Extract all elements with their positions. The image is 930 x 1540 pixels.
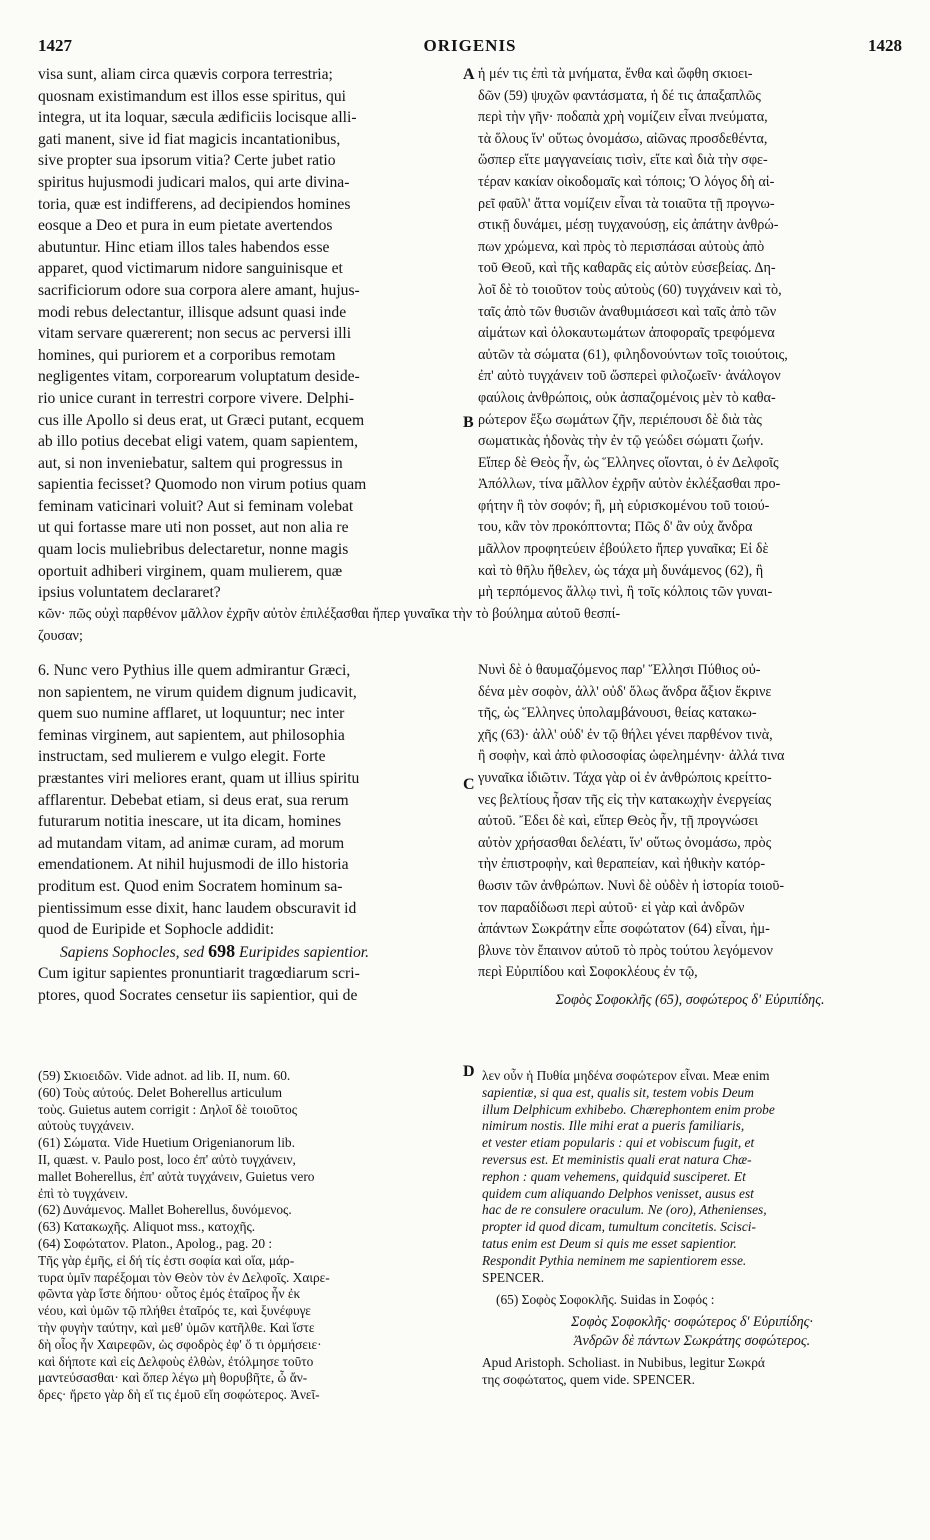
footnote-line: δὴ οἷος ἦν Χαιρεφῶν, ὡς σφοδρὸς ἐφ' ὅ τι ὁρμήσειε·	[38, 1336, 322, 1352]
text-line: instructam, sed mulierem e vulgo elegit. Forte	[38, 748, 326, 766]
column-number: 698	[208, 940, 236, 961]
text-line: non sapientem, ne virum quidem dignum judicavit,	[38, 683, 357, 701]
verse-line: Σοφὸς Σοφοκλῆς· σοφώτερος δ' Εὐριπίδης·	[571, 1314, 813, 1331]
footnote-line: (63) Κατακωχῆς. Aliquot mss., κατοχῆς.	[38, 1219, 256, 1235]
latin-column-top	[38, 64, 460, 604]
footnote-line: reversus est. Et meministis quali erat natura Chæ-	[482, 1151, 752, 1167]
text-line: cus ille Apollo si deus erat, ut Græci putant, ecquem	[38, 411, 365, 429]
footnote-line: τοὺς. Guietus autem corrigit : Δηλοῖ δὲ τοιοῦτος	[38, 1101, 298, 1117]
text-line: ab illo potius decebat eligi vatem, quam sapientem,	[38, 433, 359, 451]
footnote-line: (62) Δυνάμενος. Mallet Boherellus, δυνόμενος.	[38, 1202, 292, 1218]
text-line: περὶ τὴν γῆν· ποδαπὰ χρὴ νομίζειν εἶναι πνεύματα,	[478, 109, 768, 126]
text-line: Εἴπερ δὲ Θεὸς ἦν, ὡς Ἕλληνες οἴονται, ὁ ἐν Δελφοῖς	[478, 454, 779, 471]
text-line: ρώτερον ἔξω σωμάτων ζῆν, περιέπουσι δὲ διὰ τὰς	[478, 411, 762, 428]
text-line: negligentes vitam, corporearum voluptatum deside-	[38, 368, 360, 386]
footnote-line: (60) Τοὺς αὐτούς. Delet Boherellus articulum	[38, 1084, 283, 1100]
text-line: ut qui fortasse mare uti non posset, aut non alia re	[38, 519, 349, 537]
text-line: βλυνε τὸν ἔπαινον αὐτοῦ τὸ πρὸς τούτου λεγόμενον	[478, 942, 773, 959]
text-line: μὴ τερπόμενος ἄλλῳ τινὶ, ἢ τοῖς κόλποις τῶν γυναι-	[478, 584, 773, 601]
text-line: αὐτῶν τὰ σώματα (61), φιληδονούντων τοῖς τοιούτοις,	[478, 346, 788, 363]
text-line: ἡ μέν τις ἐπὶ τὰ μνήματα, ἔνθα καὶ ὤφθη σκιοει-	[478, 66, 753, 82]
text-line: ἐπ' αὐτὸ τυγχάνειν τοῦ ὥσπερεὶ φιλοζωεῖν· ἀνάλογον	[478, 368, 781, 385]
text-line: τέραν κακίαν οἰκοδομαῖς καὶ τόποις; Ὁ λόγος δὴ αἱ-	[478, 173, 775, 190]
text-line: στικῇ δυνάμει, μέσῃ τυγχανούσῃ, εἰς ἀπάτην ἀνθρώ-	[478, 217, 779, 234]
footnote-line: δρες· ἤρετο γὰρ δὴ εἴ τις ἐμοῦ εἴη σοφώτερος. Ἀνεῖ-	[38, 1387, 320, 1403]
text-line: integra, ut ita loquar, sæcula ædificiis locisque alli-	[38, 109, 357, 127]
text-line: Νυνὶ δὲ ὁ θαυμαζόμενος παρ' Ἕλλησι Πύθιος οὐ-	[478, 662, 761, 678]
section-marker-a: A	[463, 66, 475, 83]
text-line: του, κἂν τὸν προκόπτοντα; Πῶς δ' ἂν οὐχ ἄνδρα	[478, 519, 753, 536]
text-line: spiritus hujusmodi judicari malos, qui arte divina-	[38, 173, 350, 191]
text-line: τον παραδίδωσι περὶ αὐτοῦ· εἰ γὰρ καὶ ἀνδρῶν	[478, 899, 745, 916]
footnote-line: Apud Aristoph. Scholiast. in Nubibus, legitur Σωκρά	[482, 1355, 765, 1371]
text-line: χῆς (63)· ἀλλ' οὐδ' ἐν τῷ θήλει γένει παρθένον τινὰ,	[478, 726, 773, 743]
running-title: ORIGENIS	[423, 36, 517, 55]
latin-column-mid	[38, 660, 460, 1007]
footnote-line: (59) Σκιοειδῶν. Vide adnot. ad lib. II, num. 60.	[38, 1068, 291, 1083]
text-line: λοῖ δὲ τὸ τοιοῦτον τοὺς αὐτοὺς (60) τυγχάνειν καὶ τὸ,	[478, 281, 782, 298]
text-line: emendationem. At nihil hujusmodi de illo historia	[38, 856, 349, 874]
text-line: vitam servare quærerent; non secus ac perversi illi	[38, 325, 352, 343]
text-line: abutuntur. Hinc etiam illos tales habendos esse	[38, 238, 330, 256]
text-line: ad mutandam vitam, ad animæ curam, ad morum	[38, 834, 345, 852]
greek-column-mid	[478, 660, 902, 1012]
text-line: quod de Euripide et Sophocle addidit:	[38, 921, 275, 939]
footnote-line: II, quæst. v. Paulo post, loco ἐπ' αὐτὸ τυγχάνειν,	[38, 1151, 296, 1167]
verse-text: Euripides sapientior.	[239, 943, 369, 961]
text-line: gati manent, sive id fiat magicis incantationibus,	[38, 130, 341, 148]
footnote-line: (65) Σοφὸς Σοφοκλῆς. Suidas in Σοφός :	[496, 1292, 715, 1308]
text-line: τὴν ἐπιστροφὴν, καὶ θεραπείαν, καὶ ἠθικὴν κατόρ-	[478, 856, 766, 873]
text-line: 6. Nunc vero Pythius ille quem admirantur Græci,	[38, 662, 351, 679]
text-line: aut, si non inveniebatur, saltem qui progressus in	[38, 454, 343, 472]
text-line: καὶ τὸ θῆλυ ἤθελεν, ὡς τάχα μὴ δυνάμενος (62), ἢ	[478, 562, 764, 579]
text-line: αὐτοῦ. Ἔδει δὲ καὶ, εἴπερ Θεὸς ἦν, τῇ προγνώσει	[478, 813, 759, 830]
text-line: ρεῖ φαῦλ' ἄττα νομίζειν εἶναι τὰ τοιαῦτα τῇ προγνω-	[478, 195, 775, 212]
text-line: modi rebus delectantur, illisque adsunt quasi inde	[38, 303, 347, 321]
text-line: αἱμάτων καὶ ὁλοκαυτωμάτων ἀποφοραῖς τρεφόμενα	[478, 325, 775, 342]
verse-line: Ἀνδρῶν δὲ πάντων Σωκράτης σοφώτερος.	[573, 1333, 811, 1350]
footnote-line: μαντεύσασθαι· καὶ ὅπερ λέγω μὴ θορυβῆτε, ὦ ἄν-	[38, 1370, 308, 1386]
text-line: pientissimum esse dixit, hanc laudem obscuravit id	[38, 899, 357, 917]
footnotes-left	[38, 1068, 460, 1404]
text-line: ipsius voluntatem declararet?	[38, 584, 221, 602]
text-line: τῆς, ὡς Ἕλληνες ὑπολαμβάνουσι, θείας κατακω-	[478, 705, 757, 722]
footnote-line: αὐτοὺς τυγχάνειν.	[38, 1118, 135, 1134]
text-line: αὐτὸν χρήσασθαι δελέατι, ἵν' οὕτως ὀνομάσω, πρὸς	[478, 834, 772, 851]
section-marker-c: C	[463, 776, 475, 793]
footnote-line: sapientiæ, si qua est, qualis sit, testem vobis Deum	[482, 1084, 754, 1100]
verse-line	[38, 941, 460, 964]
footnote-line: tatus enim est Deum si quis me esset sapientior.	[482, 1235, 737, 1251]
text-line: περὶ Εὐριπίδου καὶ Σοφοκλέους ἐν τῷ,	[478, 964, 698, 981]
footnote-line: et vester etiam popularis : qui et vobiscum fugit, et	[482, 1135, 755, 1151]
text-line: afflarentur. Debebat etiam, si deus erat, sua rerum	[38, 791, 349, 809]
footnote-signature: SPENCER.	[482, 1269, 545, 1285]
footnote-line: mallet Boherellus, ἐπ' αὐτὰ τυγχάνειν, Guietus vero	[38, 1168, 315, 1184]
text-line: quem suo numine afflaret, ut loquuntur; nec inter	[38, 705, 345, 723]
text-line: sacrificiorum odore sua corpora alere amant, hujus-	[38, 281, 360, 299]
text-line: θωσιν τῶν ἀνθρώπων. Νυνὶ δὲ οὐδὲν ἡ ἱστορία τοιοῦ-	[478, 877, 785, 894]
text-line: feminas virginem, aut sapientem, aut philosophia	[38, 726, 345, 744]
text-line: feminam vaticinari voluit? Aut si feminam volebat	[38, 497, 354, 515]
text-line: νες βελτίους ἦσαν τῆς εἰς τὴν κατακωχὴν ἐνεργείας	[478, 791, 772, 808]
text-line: quosnam existimandum est illos esse spiritus, qui	[38, 87, 346, 105]
text-line: ἢ σοφὴν, καὶ ἀπὸ φιλοσοφίας ὠφελημένην· ἀλλά τινα	[478, 748, 785, 765]
text-line: φαύλοις ἀνθρώποις, οὐκ ἀσπαζομένοις μὲν τὸ καθα-	[478, 389, 776, 406]
text-line: δῶν (59) ψυχῶν φαντάσματα, ἡ δέ τις ἀπαξαπλῶς	[478, 87, 761, 104]
text-line: τὰ ὅλους ἵν' οὕτως ὀνομάσω, αἰῶνας προσδεθέντα,	[478, 130, 768, 147]
text-line: proditum est. Quod enim Socratem hominum sa-	[38, 877, 343, 895]
footnote-line: Τῆς γὰρ ἐμῆς, εἰ δή τίς ἐστι σοφία καὶ οἵα, μάρ-	[38, 1252, 295, 1268]
section-marker-d: D	[463, 1063, 475, 1080]
page-header	[38, 36, 902, 56]
text-line: μᾶλλον προφητεύειν ἐβούλετο ἤπερ γυναῖκα; Εἰ δὲ	[478, 541, 769, 558]
footnote-line: rephon : quam vehemens, quidquid susciperet. Et	[482, 1168, 746, 1184]
footnote-line: (61) Σώματα. Vide Huetium Origenianorum lib.	[38, 1135, 295, 1151]
footnote-line: hac de re consulere oraculum. Ne (oro), Athenienses,	[482, 1202, 767, 1218]
text-line: toria, quæ est indifferens, ad decipiendos homines	[38, 195, 351, 213]
footnote-line: propter id quod dicam, tumultum concitetis. Scisci-	[482, 1219, 756, 1235]
text-line: ptores, quod Socrates censetur iis sapientior, qui de	[38, 986, 358, 1004]
text-line: σωματικὰς ἡδονὰς τὴν ἐν τῷ γεώδει σώματι ζωήν.	[478, 433, 764, 450]
text-line: τοῦ Θεοῦ, καὶ τῆς καθαρᾶς εἰς αὐτὸν εὐσεβείας. Δη-	[478, 260, 776, 277]
verse-line: Σοφὸς Σοφοκλῆς (65), σοφώτερος δ' Εὐριπίδης.	[555, 991, 825, 1008]
text-line: homines, qui puriorem et a corporibus remotam	[38, 346, 336, 364]
text-line: ὥσπερ εἴτε μαγγανείαις τισὶν, εἴτε καὶ διὰ τὴν σφε-	[478, 152, 768, 169]
text-line: oportuit adhiberi virginem, quam mulierem, quæ	[38, 562, 343, 580]
text-line: rio unice curant in terrestri corpore vivere. Delphi-	[38, 389, 355, 407]
verse-text: Sapiens Sophocles, sed	[60, 943, 205, 961]
footnote-line: νέου, καὶ ὑμῶν τῷ πλήθει ἑταῖρός τε, καὶ ξυνέφυγε	[38, 1303, 311, 1319]
text-line: apparet, quod victimarum nidore sanguinisque et	[38, 260, 343, 278]
greek-full-width	[38, 604, 902, 647]
text-line: ζουσαν;	[38, 627, 83, 644]
footnote-line: ἐπὶ τὸ τυγχάνειν.	[38, 1185, 129, 1201]
text-line: Ἀπόλλων, τίνα μᾶλλον ἐχρῆν αὐτὸν ἐκλέξασθαι προ-	[478, 476, 781, 493]
page-number-left: 1427	[38, 36, 72, 55]
text-line: præstantes viri meliores erant, quam ut illius spiritu	[38, 769, 360, 787]
text-line: πων χρώμενα, καὶ πρὸς τὸ περισπάσαι αὐτοὺς ἀπὸ	[478, 238, 765, 255]
text-line: ταῖς ἀπὸ τῶν θυσιῶν ἀναθυμιάσεσι καὶ ταῖς ἀπὸ τῶν	[478, 303, 777, 320]
footnote-line: quidem cum aliquando Delphos venisset, ausus est	[482, 1185, 754, 1201]
text-line: κῶν· πῶς οὐχὶ παρθένον μᾶλλον ἐχρῆν αὐτὸν ἐπιλέξασθαι ἤπερ γυναῖκα τὴν τὸ βούλημα αὐτοῦ θεσπί-	[38, 606, 621, 622]
footnote-line: της σοφώτατος, quem vide. SPENCER.	[482, 1371, 695, 1387]
text-line: sive propter sua ipsorum vitia? Certe jubet ratio	[38, 152, 336, 170]
footnote-line: Respondit Pythia neminem me sapientiorem esse.	[482, 1252, 747, 1268]
text-line: γυναῖκα ἰδιῶτιν. Τάχα γὰρ οἱ ἐν ἀνθρώποις κρείττο-	[478, 769, 772, 786]
footnote-line: τυρα ὑμῖν παρέξομαι τὸν Θεὸν τὸν ἐν Δελφοῖς. Χαιρε-	[38, 1269, 330, 1285]
text-line: visa sunt, aliam circa quævis corpora terrestria;	[38, 66, 333, 83]
footnote-line: καὶ δήποτε καὶ εἰς Δελφοὺς ἐλθὼν, ἐτόλμησε τοῦτο	[38, 1353, 314, 1369]
greek-column-top	[478, 64, 902, 604]
text-line: δένα μὲν σοφὸν, ἀλλ' οὐδ' ὅλως ἄνδρα ἄξιον ἔκρινε	[478, 683, 772, 700]
text-line: quam locis muliebribus delectaretur, nonne magis	[38, 541, 349, 559]
footnote-line: illum Delphicum exhibebo. Chærephontem enim probe	[482, 1101, 775, 1117]
text-line: futurarum notitia inescare, ut ita dicam, homines	[38, 813, 342, 831]
section-marker-b: B	[463, 414, 474, 431]
footnote-line: (64) Σοφώτατον. Platon., Apolog., pag. 20 :	[38, 1235, 273, 1251]
page-number-right: 1428	[868, 36, 902, 55]
text-line: Cum igitur sapientes pronuntiarit tragœdiarum scri-	[38, 965, 360, 983]
footnote-line: φῶντα γὰρ ἴστε δήπου· οὗτος ἐμός ἑταῖρος ἦν ἐκ	[38, 1286, 301, 1302]
text-line: φήτην ἢ τὸν σοφόν; ἢ, μὴ εὑρισκομένου τοῦ τοιού-	[478, 497, 770, 514]
footnote-line: nimirum nostis. Ille mihi erat a pueris familiaris,	[482, 1118, 745, 1134]
text-line: sapientia fecisset? Quomodo non virum potius quam	[38, 476, 367, 494]
footnote-line: τὴν φυγὴν ταύτην, καὶ μεθ' ὑμῶν κατῆλθε. Καὶ ἴστε	[38, 1319, 315, 1335]
footnotes-right	[482, 1068, 902, 1389]
text-line: eosque a Deo et pura in eum pietate avertendos	[38, 217, 333, 235]
footnote-line: λεν οὖν ἡ Πυθία μηδένα σοφώτερον εἶναι. Meæ enim	[482, 1068, 770, 1083]
text-line: ἁπάντων Σωκράτην εἶπε σοφώτατον (64) εἶναι, ἠμ-	[478, 921, 770, 938]
